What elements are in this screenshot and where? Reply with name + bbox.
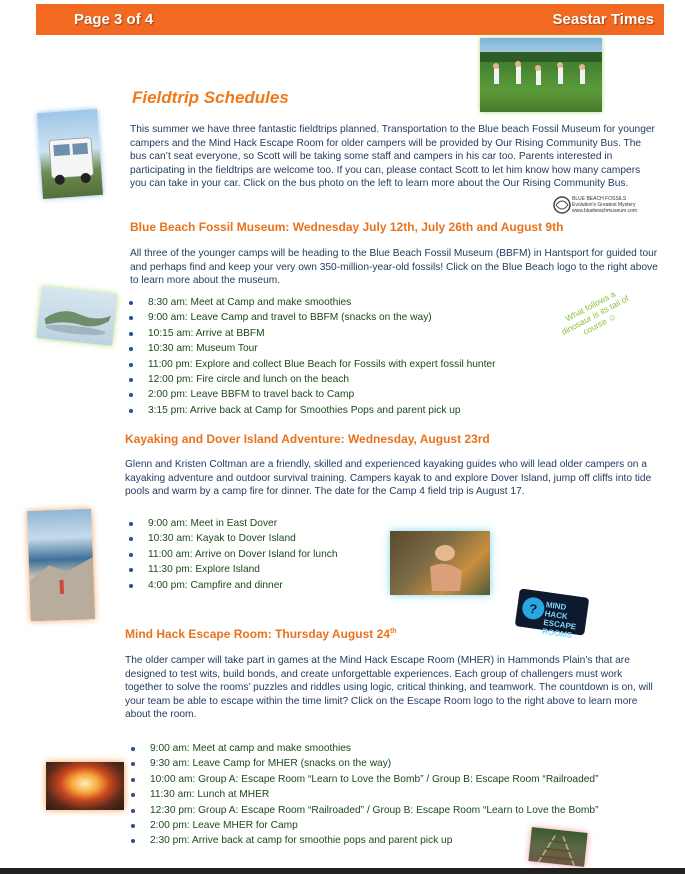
community-bus-photo-link[interactable] — [37, 109, 103, 199]
mind-hack-logo-link[interactable] — [515, 588, 590, 640]
mind-hack-logo-text: MIND HACK ESCAPE ROOMS — [541, 600, 577, 640]
mind-hack-paragraph: The older camper will take part in games at the Mind Hack Escape Room (MHER) in Hammonds Plain’s that are designed to test wits, build bonds, and create unforgettable experiences. Each group of challengers must work together to solve the rooms’ puzzles and riddles using logic, critical thinking, and teamwork. The countdown is on, will your team be able to escape within the time limit? Click on the Escape Room logo to the right above to learn more about the room. — [125, 655, 653, 720]
fossil-icon — [552, 192, 572, 218]
explosion-photo — [46, 762, 124, 810]
kayak-schedule — [128, 516, 388, 593]
railroad-tracks-photo — [528, 827, 587, 867]
list-item: 11:00 am: Arrive on Dover Island for lunch — [128, 547, 388, 562]
newsletter-title: Seastar Times — [552, 11, 654, 28]
heading-superscript: th — [389, 628, 397, 635]
list-item: 9:00 am: Meet in East Dover — [128, 516, 388, 531]
mind-hack-heading — [125, 627, 397, 641]
list-item: 9:30 am: Leave Camp for MHER (snacks on the way) — [130, 756, 630, 771]
list-item: 12:00 pm: Fire circle and lunch on the beach — [128, 372, 528, 387]
bottom-edge-bar — [0, 868, 685, 874]
list-item: 11:30 pm: Explore Island — [128, 562, 388, 577]
list-item: 4:00 pm: Campfire and dinner — [128, 578, 388, 593]
blue-beach-logo-link[interactable] — [552, 192, 642, 218]
page-number: Page 3 of 4 — [74, 11, 154, 28]
list-item: 9:00 am: Meet at camp and make smoothies — [130, 741, 630, 756]
blue-beach-heading: Blue Beach Fossil Museum: Wednesday July 12th, July 26th and August 9th — [130, 220, 564, 234]
list-item: 12:30 pm: Group A: Escape Room “Railroaded” / Group B: Escape Room “Learn to Love the Bomb” — [130, 803, 630, 818]
list-item: 2:00 pm: Leave MHER for Camp — [130, 818, 630, 833]
list-item: 8:30 am: Meet at Camp and make smoothies — [128, 295, 528, 310]
list-item: 2:30 pm: Arrive back at camp for smoothie pops and parent pick up — [130, 833, 630, 848]
intro-paragraph: This summer we have three fantastic fieldtrips planned. Transportation to the Blue beach Fossil Museum for younger campers and the Mind Hack Escape Room for older campers will be provided by Our Rising Community Bus. The bus can’t seat everyone, so Scott will be taking some staff and campers in his car too. Parents interested in participating in the fieldtrips are welcome too. If you can, please contact Scott to let him know how many campers you can take in your car. Click on the bus photo on the left to learn more about the Our Rising Community Bus. — [130, 124, 655, 189]
page-header-bar — [36, 4, 664, 35]
fossil-creature-illustration — [36, 286, 117, 346]
list-item: 10:15 am: Arrive at BBFM — [128, 326, 528, 341]
blue-beach-logo-text: BLUE BEACH FOSSILS Evolution's Greatest Mystery www.bluebeachmuseum.com — [572, 196, 638, 214]
coastal-rocks-photo — [27, 509, 95, 621]
list-item: 10:00 am: Group A: Escape Room “Learn to Love the Bomb” / Group B: Escape Room “Railroaded” — [130, 772, 630, 787]
blue-beach-schedule — [128, 295, 528, 418]
kayak-paragraph: Glenn and Kristen Coltman are a friendly, skilled and experienced kayaking guides who will lead older campers on a kayaking adventure and outdoor survival training. Campers kayak to and explore Dover Island, jump off cliffs into tide pools and warm by a camp fire for dinner. The date for the Camp 4 field trip is August 17. — [125, 459, 652, 497]
kayak-heading: Kayaking and Dover Island Adventure: Wednesday, August 23rd — [125, 432, 490, 446]
list-item: 10:30 am: Kayak to Dover Island — [128, 531, 388, 546]
page-title: Fieldtrip Schedules — [132, 88, 289, 107]
tide-pool-photo — [390, 531, 490, 595]
list-item: 11:30 am: Lunch at MHER — [130, 787, 630, 802]
kids-field-photo — [480, 38, 602, 112]
dinosaur-joke-note: What follows a dinosaur is its tail of course ☺ — [559, 288, 631, 337]
svg-text:?: ? — [528, 600, 539, 617]
list-item: 10:30 am: Museum Tour — [128, 341, 528, 356]
list-item: 9:00 am: Leave Camp and travel to BBFM (snacks on the way) — [128, 310, 528, 325]
list-item: 11:00 pm: Explore and collect Blue Beach for Fossils with expert fossil hunter — [128, 357, 528, 372]
mind-hack-heading-text: Mind Hack Escape Room: Thursday August 24 — [125, 627, 390, 641]
blue-beach-paragraph: All three of the younger camps will be heading to the Blue Beach Fossil Museum (BBFM) in Hantsport for guided tour and perhaps find and keep your very own 350-million-year-old fossils! Click on the Blue Beach logo to the right above to learn more about the museum. — [130, 248, 658, 286]
list-item: 3:15 pm: Arrive back at Camp for Smoothies Pops and parent pick up — [128, 403, 528, 418]
list-item: 2:00 pm: Leave BBFM to travel back to Camp — [128, 387, 528, 402]
